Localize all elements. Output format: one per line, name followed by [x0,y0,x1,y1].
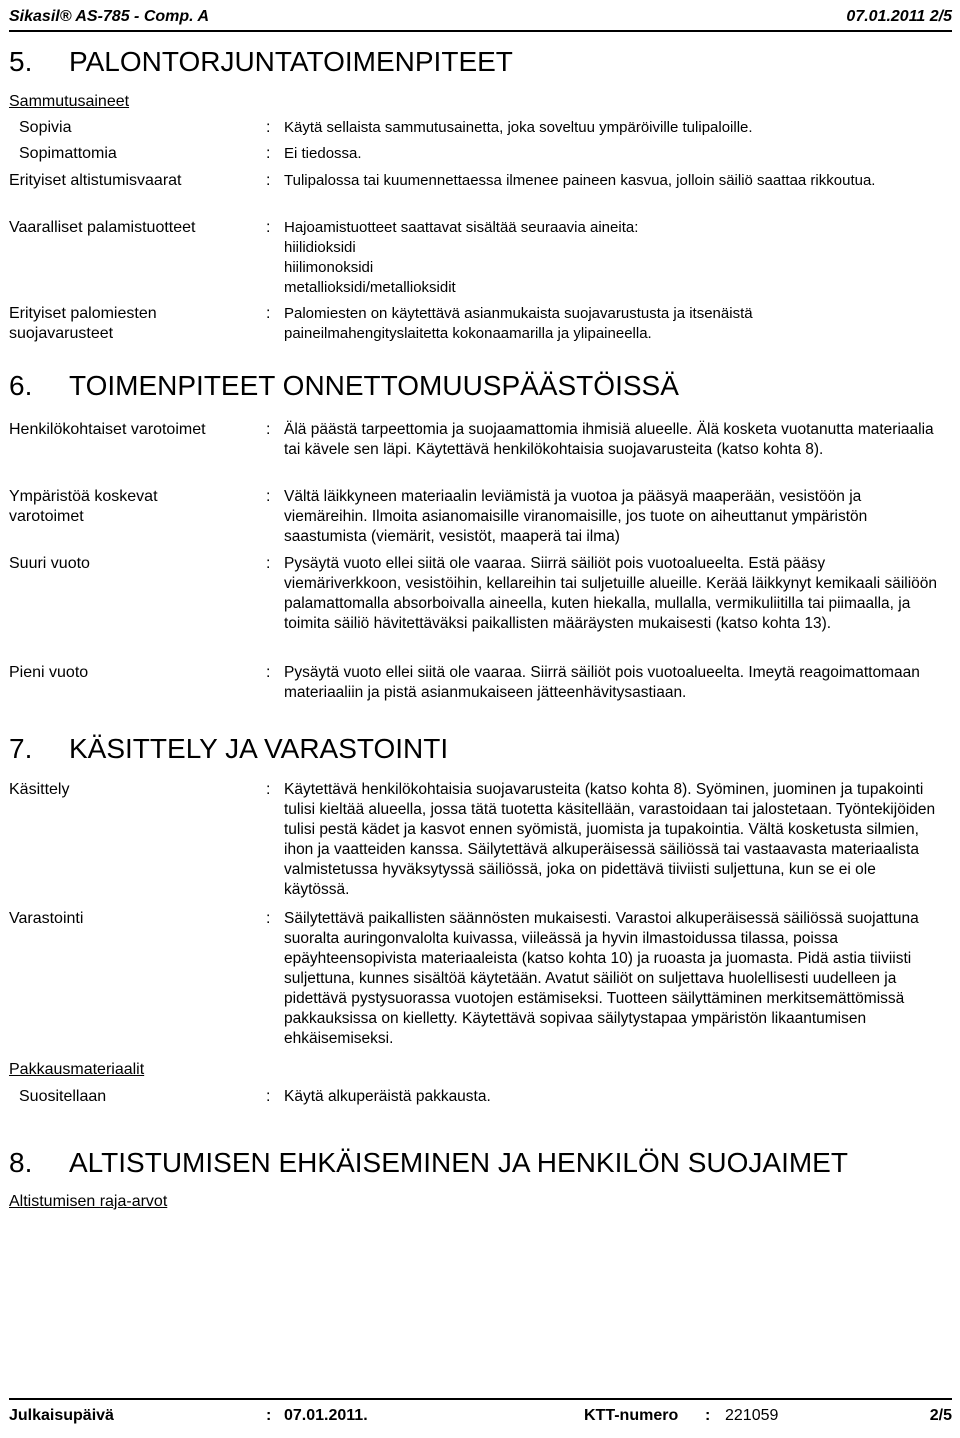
row-label: Suuri vuoto [9,555,90,572]
section-number: 8. [9,1147,33,1178]
row-value: Älä päästä tarpeettomia ja suojaamattomia ihmisiä alueelle. Älä kosketa vuotanutta materiaalia tai kävele sen läpi. Käytettävä henkilökohtaisia suojavarusteita (katso kohta 8). [284,421,934,458]
section-7-heading [9,733,448,765]
row-label: Erityiset altistumisvaarat [9,172,182,189]
colon: : [266,305,271,322]
section-5-heading [9,46,513,78]
row-value: Tulipalossa tai kuumennettaessa ilmenee paineen kasvua, jolloin säiliö saattaa rikkoutua. [284,172,876,189]
header-product: Sikasil® AS-785 - Comp. A [9,8,209,25]
row-label: Erityiset palomiesten suojavarusteet [9,305,157,342]
page-header [9,6,952,30]
row-label: Ympäristöä koskevat varotoimet [9,488,158,525]
row-value: Käytettävä henkilökohtaisia suojavarusteita (katso kohta 8). Syöminen, juominen ja tupakointi tulisi kieltää alueella, jossa tätä tuotetta käsitellään, varastoidaan tai jalostetaan. Työntekijöiden tulisi pestä kädet ja kasvot ennen syömistä, juomista ja tupakointia. Vältä kosketusta silmien, ihon ja vaatteiden kanssa. Säilytettävä alkuperäisessä säiliössä tai vastaavasta materiaalista valmistetussa hyväksytyssä säiliössä, joka on pidettävä tiiviisti suljettuna, kun se ei ole käytössä. [284,781,936,898]
colon: : [266,219,271,236]
row-label: Henkilökohtaiset varotoimet [9,421,206,438]
section-title: PALONTORJUNTATOIMENPITEET [69,46,513,77]
header-rule [9,30,952,32]
section-title: ALTISTUMISEN EHKÄISEMINEN JA HENKILÖN SUOJAIMET [69,1147,848,1178]
row-label: Pieni vuoto [9,664,89,681]
row-label: Vaaralliset palamistuotteet [9,219,196,236]
subheading-sammutusaineet: Sammutusaineet [9,93,130,110]
row-value: Säilytettävä paikallisten säännösten mukaisesti. Varastoi alkuperäisessä säiliössä suojattuna suoralta auringonvalolta kuivassa, viileässä ja hyvin ilmastoidussa tilassa, poissa epäyhteensopivista materiaaleista (katso kohta 10) ja ruoasta ja juomasta. Pidä astia tiiviisti suljettuna, kunnes sisältöä käytetään. Avatut säiliöt on suljettava huolellisesti uudelleen ja pidettävä pystysuorassa vuotojen estämiseksi. Tuotteen säilyttäminen merkitsemättömissä pakkauksissa on kielletty. Käytettävä sopivaa säilytystapaa ympäristön likaantumisen ehkäisemiseksi. [284,910,919,1047]
subheading-altistumisen-raja-arvot: Altistumisen raja-arvot [9,1193,168,1210]
row-label: Sopivia [19,119,72,136]
row-label: Varastointi [9,910,84,927]
colon: : [266,488,271,505]
colon: : [266,1088,271,1105]
section-title: TOIMENPITEET ONNETTOMUUSPÄÄSTÖISSÄ [69,370,679,401]
row-label: Sopimattomia [19,145,117,162]
row-value: Ei tiedossa. [284,145,362,162]
section-number: 6. [9,370,33,401]
row-label: Käsittely [9,781,70,798]
colon: : [266,781,271,798]
row-value: Vältä läikkyneen materiaalin leviämistä ja vuotoa ja pääsyä maaperään, vesistöön ja viemäreihin. Ilmoita asianomaisille viranomaisille, jos tuote on aiheuttanut ympäristön saastumista (viemärit, vesistöt, maaperä tai ilma) [284,488,868,545]
row-value: Palomiesten on käytettävä asianmukaista suojavarustusta ja itsenäistä paineilmahengityslaitetta kokonaamarilla ja ylipaineella. [284,305,753,342]
section-number: 7. [9,733,33,764]
colon: : [266,119,271,136]
colon: : [266,145,271,162]
footer-ktt-label: KTT-numero [584,1407,679,1424]
colon: : [266,172,271,189]
colon: : [266,1407,272,1424]
section-8-heading [9,1147,848,1179]
section-number: 5. [9,46,33,77]
row-value: Käytä alkuperäistä pakkausta. [284,1088,491,1105]
row-value: Käytä sellaista sammutusainetta, joka soveltuu ympäröiville tulipaloille. [284,119,753,136]
footer-publication-label: Julkaisupäivä [9,1407,114,1424]
footer-ktt-number: 221059 [725,1407,779,1424]
header-date-page: 07.01.2011 2/5 [846,8,952,25]
section-title: KÄSITTELY JA VARASTOINTI [69,733,449,764]
footer-publication-date: 07.01.2011. [284,1407,368,1424]
row-value: Pysäytä vuoto ellei siitä ole vaaraa. Siirrä säiliöt pois vuotoalueelta. Imeytä reagoimattomaan materiaaliin ja pistä asianmukaiseen jätteenhävitysastiaan. [284,664,920,701]
colon: : [705,1407,711,1424]
subheading-pakkausmateriaalit: Pakkausmateriaalit [9,1061,145,1078]
colon: : [266,421,271,438]
row-label: Suositellaan [19,1088,107,1105]
footer-page-number: 2/5 [929,1407,952,1424]
colon: : [266,555,271,572]
colon: : [266,910,271,927]
section-6-heading [9,370,679,402]
footer-rule [9,1398,952,1400]
colon: : [266,664,271,681]
row-value: Pysäytä vuoto ellei siitä ole vaaraa. Siirrä säiliöt pois vuotoalueelta. Estä pääsy viemäriverkkoon, vesistöihin, kellareihin tai suljetuille alueille. Kerää läikkynyt kemikaali säiliöön palamattomalla absorboivalla aineella, kuten hiekalla, mullalla, vermikuliitilla tai piimaalla, ja toimita säiliö hävitettäväksi paikallisten määräysten mukaisesti (katso kohta 13). [284,555,938,632]
row-value: Hajoamistuotteet saattavat sisältää seuraavia aineita: hiilidioksidi hiilimonoksidi metallioksidi/metallioksidit [284,219,639,296]
